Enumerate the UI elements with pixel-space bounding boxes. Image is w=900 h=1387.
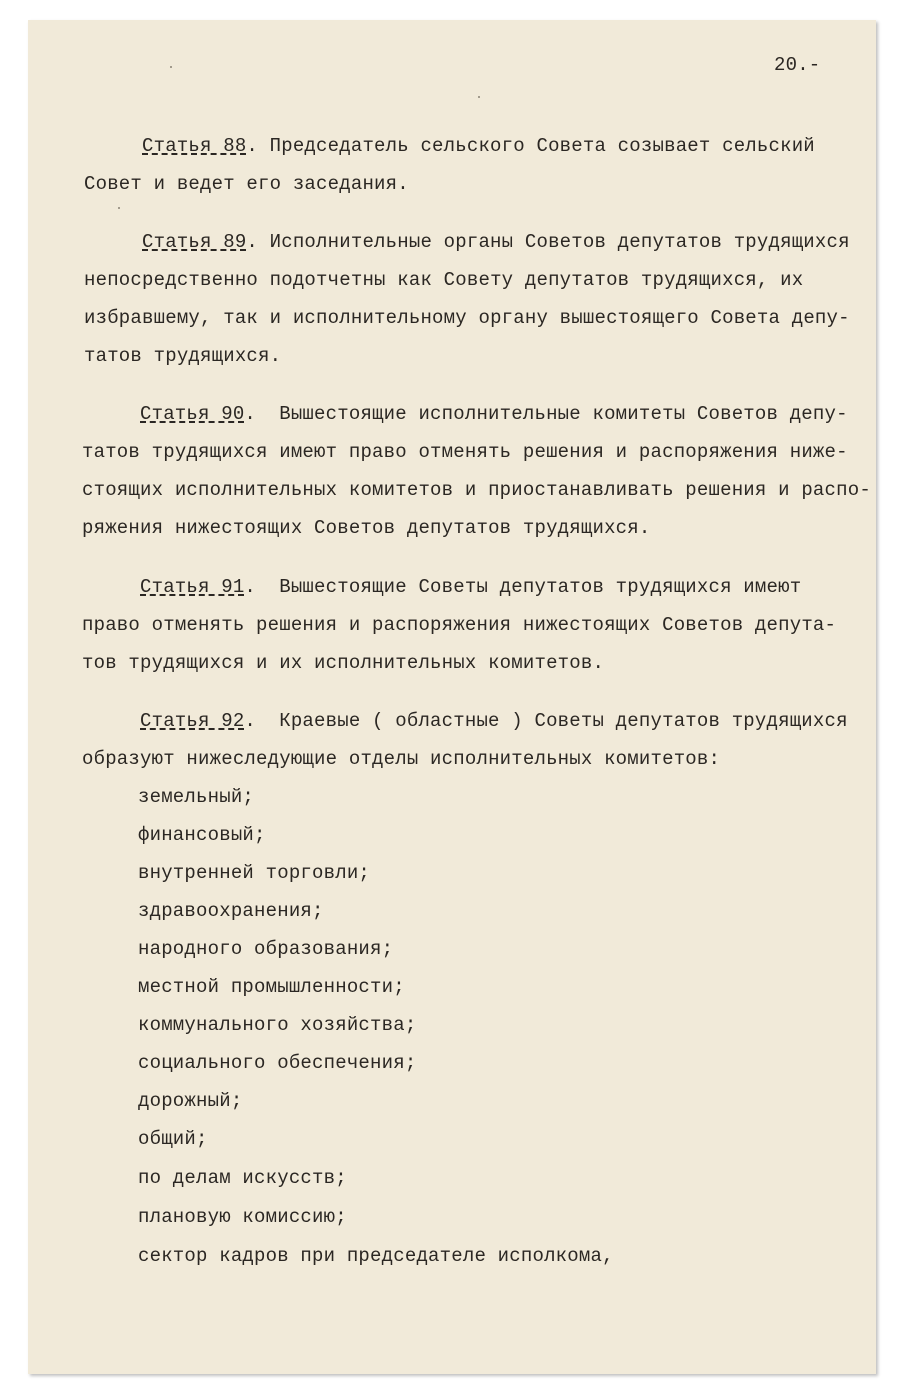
department-item: плановую комиссию; [138,1206,347,1228]
article-92-label: Статья 92 [140,710,245,732]
department-item: сектор кадров при председателе исполкома, [138,1245,614,1267]
article-90-label: Статья 90 [140,403,245,425]
article-89-line-4: татов трудящихся. [84,345,282,367]
article-91-first-line: Статья 91. Вышестоящие Советы депутатов трудящихся имеют [140,576,802,598]
article-91-label: Статья 91 [140,576,245,598]
page-number: 20.- [774,54,821,76]
department-item: земельный; [138,786,255,808]
department-item: народного образования; [138,938,394,960]
department-item: общий; [138,1128,208,1150]
article-89-line-3: избравшему, так и исполнительному органу вышестоящего Совета депу- [84,307,850,329]
article-88-first-line: Статья 88. Председатель сельского Совета созывает сельский [142,135,815,157]
department-item: социального обеспечения; [138,1052,417,1074]
article-91-line-2: право отменять решения и распоряжения нижестоящих Советов депута- [82,614,837,636]
article-92-line-2: образуют нижеследующие отделы исполнительных комитетов: [82,748,721,770]
article-90-line-3: стоящих исполнительных комитетов и приостанавливать решения и распо- [82,479,871,501]
speck [118,207,120,209]
article-88-label: Статья 88 [142,135,247,157]
department-item: внутренней торговли; [138,862,371,884]
article-92-first-line: Статья 92. Краевые ( областные ) Советы депутатов трудящихся [140,710,848,732]
article-88-line-2: Совет и ведет его заседания. [84,173,409,195]
article-91-line-3: тов трудящихся и их исполнительных комитетов. [82,652,605,674]
article-90-line-4: ряжения нижестоящих Советов депутатов трудящихся. [82,517,651,539]
department-item: по делам искусств; [138,1167,347,1189]
department-item: местной промышленности; [138,976,405,998]
department-item: дорожный; [138,1090,243,1112]
article-90-first-line: Статья 90. Вышестоящие исполнительные комитеты Советов депу- [140,403,848,425]
article-89-label: Статья 89 [142,231,247,253]
department-item: коммунального хозяйства; [138,1014,417,1036]
department-item: финансовый; [138,824,266,846]
article-89-first-line: Статья 89. Исполнительные органы Советов депутатов трудящихся [142,231,850,253]
article-90-line-2: татов трудящихся имеют право отменять решения и распоряжения ниже- [82,441,848,463]
speck [478,96,480,98]
speck [170,66,172,68]
department-item: здравоохранения; [138,900,324,922]
article-89-line-2: непосредственно подотчетны как Совету депутатов трудящихся, их [84,269,804,291]
